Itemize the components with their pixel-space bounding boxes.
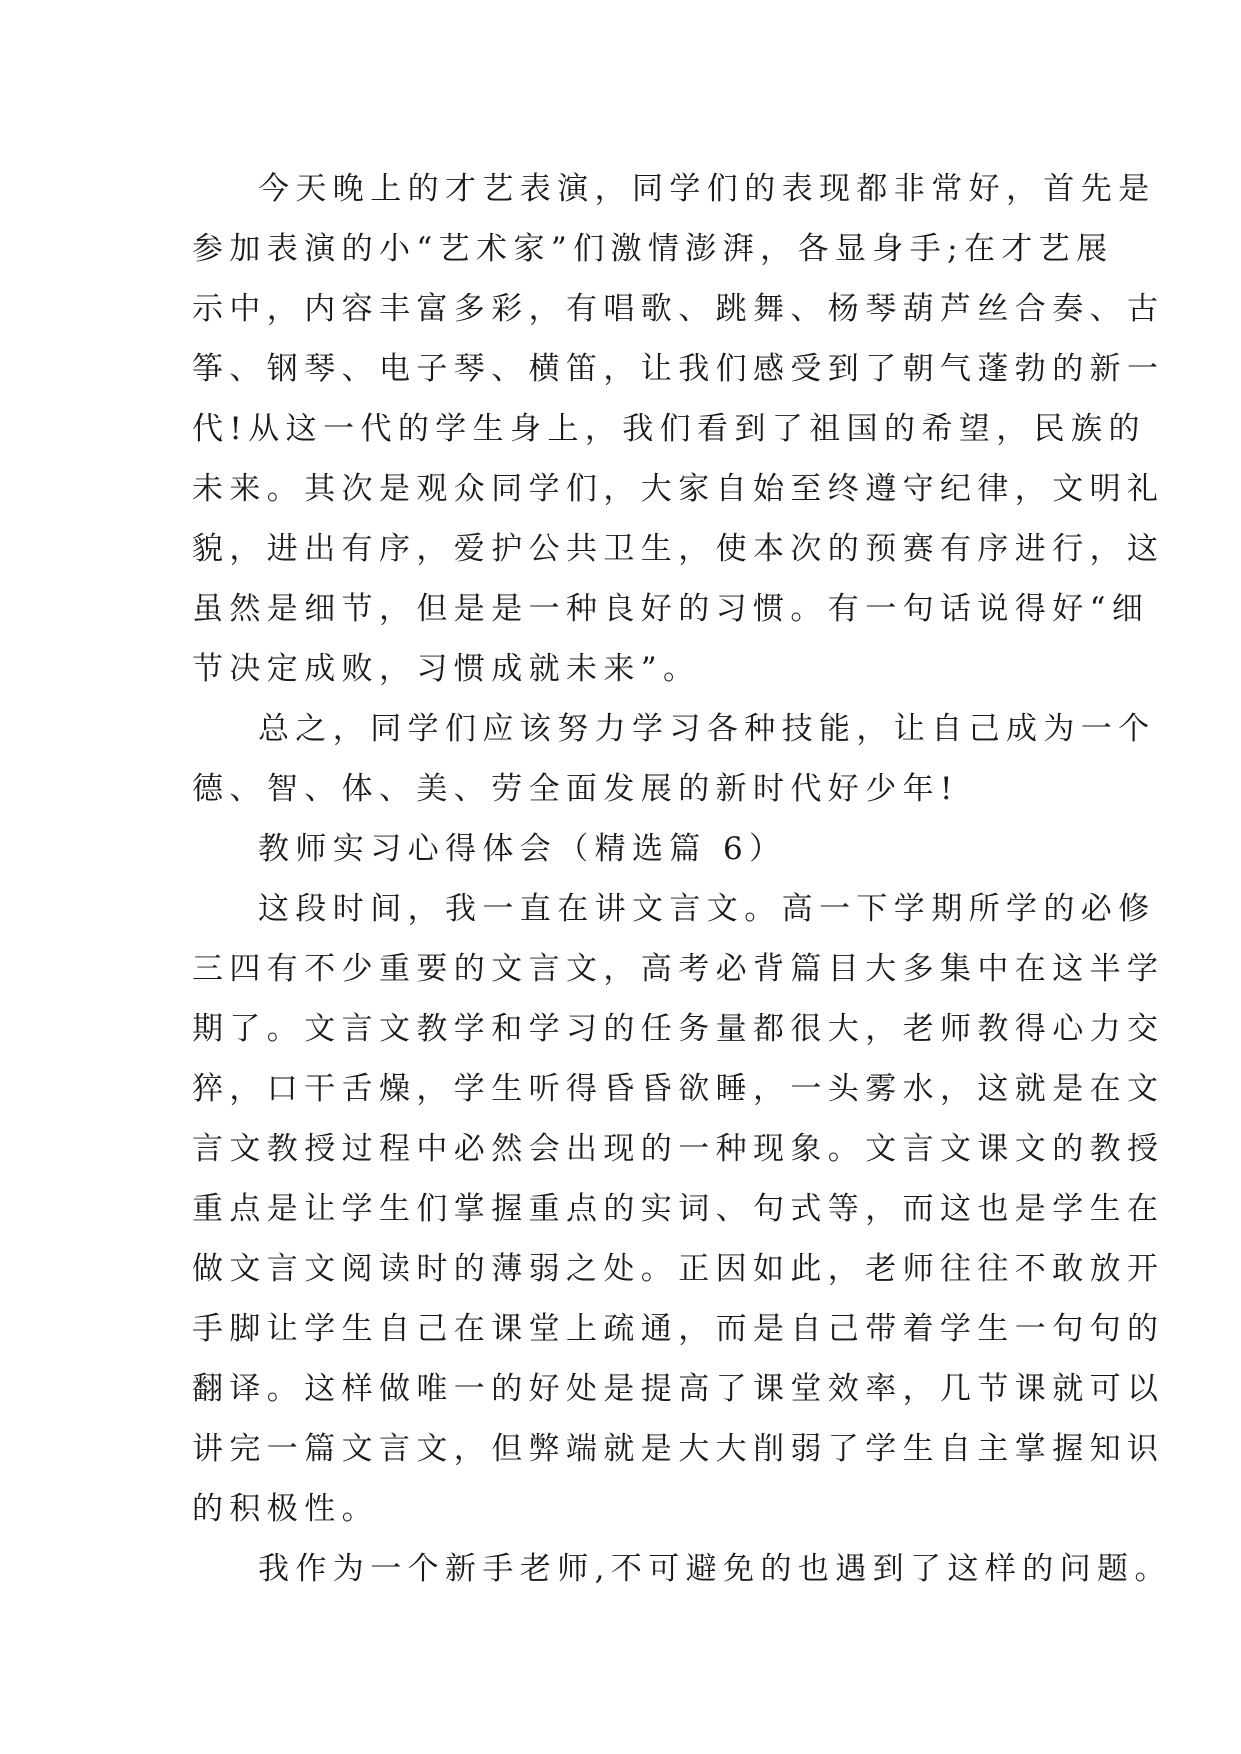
text-line: 示中，内容丰富多彩，有唱歌、跳舞、杨琴葫芦丝合奏、古	[192, 291, 1165, 327]
text-line: 貌，进出有序，爱护公共卫生，使本次的预赛有序进行，这	[192, 531, 1165, 567]
text-line: 代!从这一代的学生身上，我们看到了祖国的希望，民族的	[192, 411, 1146, 447]
text-line: 我作为一个新手老师,不可避免的也遇到了这样的问题。	[258, 1551, 1172, 1587]
text-line: 猝，口干舌燥，学生听得昏昏欲睡，一头雾水，这就是在文	[192, 1071, 1165, 1107]
text-line: 今天晚上的才艺表演，同学们的表现都非常好，首先是	[258, 171, 1156, 207]
text-line: 虽然是细节，但是是一种良好的习惯。有一句话说得好“细	[192, 591, 1150, 627]
text-line: 筝、钢琴、电子琴、横笛，让我们感受到了朝气蓬勃的新一	[192, 351, 1165, 387]
text-line: 的积极性。	[192, 1491, 379, 1527]
text-line: 参加表演的小“艺术家”们激情澎湃，各显身手;在才艺展	[192, 231, 1114, 267]
text-line: 未来。其次是观众同学们，大家自始至终遵守纪律，文明礼	[192, 471, 1165, 507]
text-line: 三四有不少重要的文言文，高考必背篇目大多集中在这半学	[192, 951, 1165, 987]
text-line: 节决定成败，习惯成就未来”。	[192, 651, 701, 687]
text-line: 这段时间，我一直在讲文言文。高一下学期所学的必修	[258, 891, 1156, 927]
text-line: 翻译。这样做唯一的好处是提高了课堂效率，几节课就可以	[192, 1371, 1165, 1407]
text-line: 手脚让学生自己在课堂上疏通，而是自己带着学生一句句的	[192, 1311, 1165, 1347]
text-line: 讲完一篇文言文，但弊端就是大大削弱了学生自主掌握知识	[192, 1431, 1165, 1467]
text-line: 做文言文阅读时的薄弱之处。正因如此，老师往往不敢放开	[192, 1251, 1165, 1287]
text-line: 总之，同学们应该努力学习各种技能，让自己成为一个	[258, 711, 1156, 747]
text-line: 重点是让学生们掌握重点的实词、句式等，而这也是学生在	[192, 1191, 1165, 1227]
text-line: 期了。文言文教学和学习的任务量都很大，老师教得心力交	[192, 1011, 1165, 1047]
text-line: 德、智、体、美、劳全面发展的新时代好少年!	[192, 771, 959, 807]
text-line: 言文教授过程中必然会出现的一种现象。文言文课文的教授	[192, 1131, 1165, 1167]
document-body	[192, 159, 1172, 1599]
section-heading: 教师实习心得体会（精选篇 6）	[258, 831, 787, 867]
